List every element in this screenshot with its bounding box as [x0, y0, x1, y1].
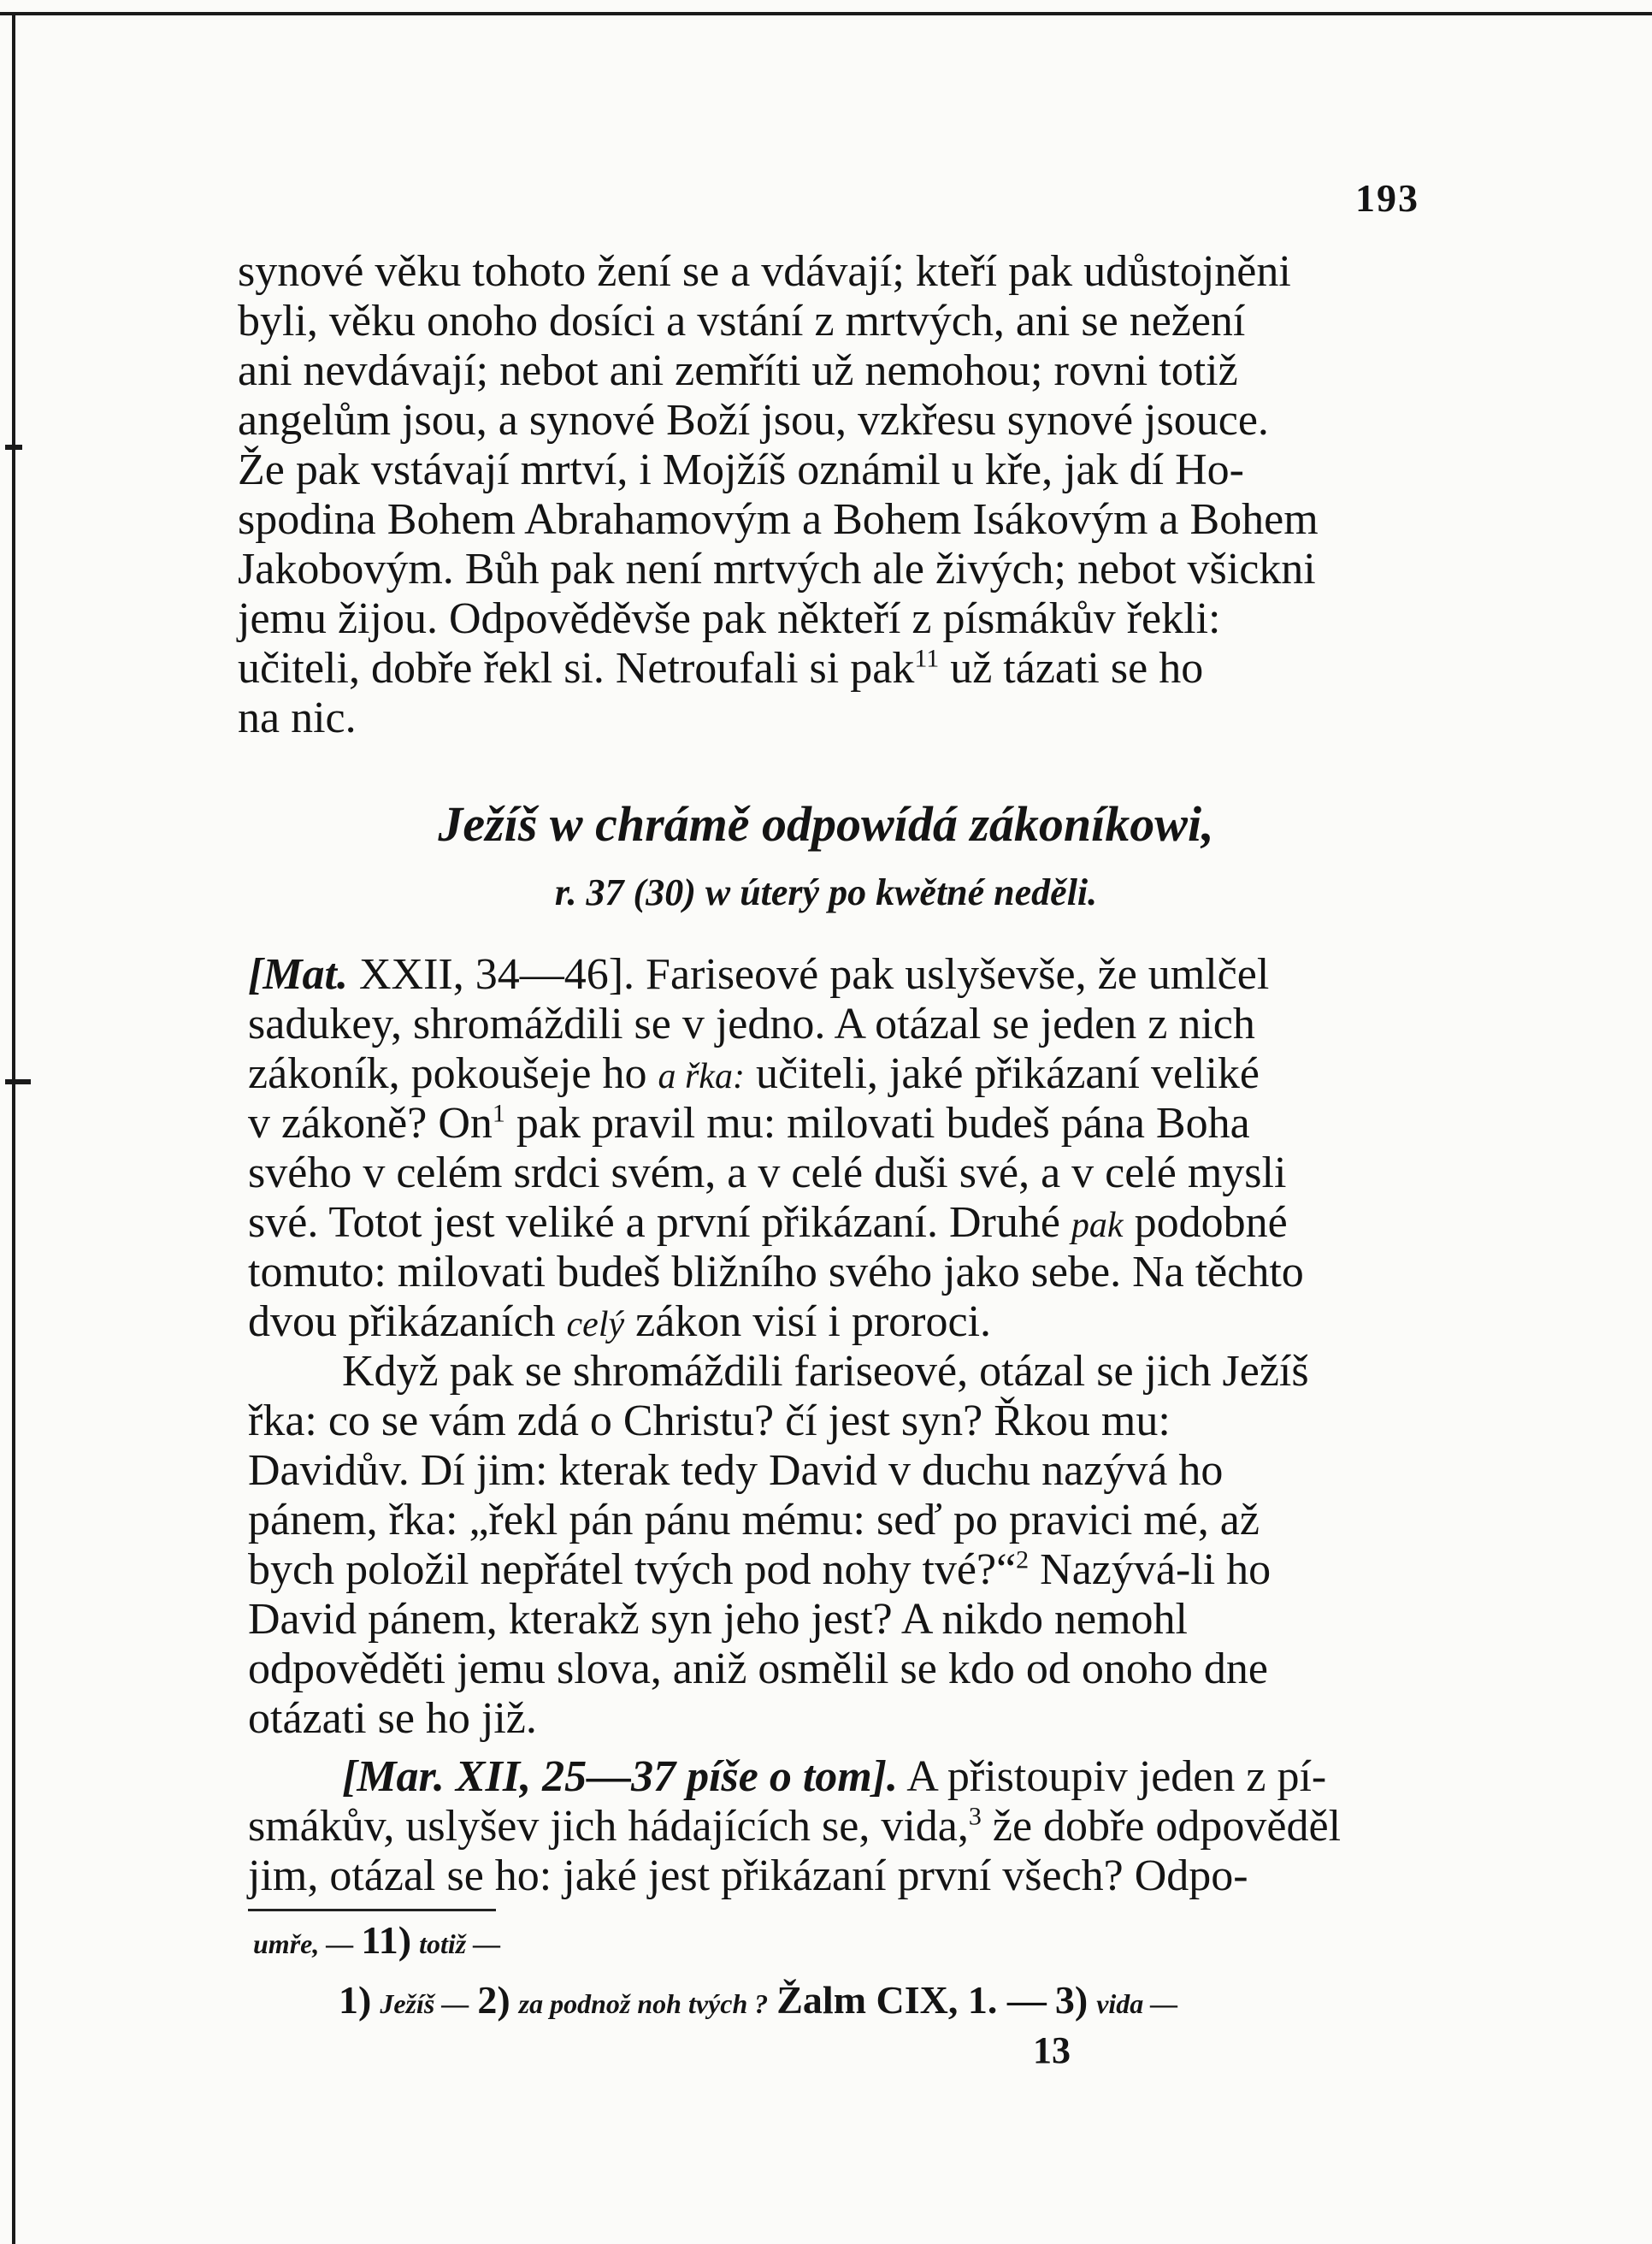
scan-border-top: [0, 12, 1652, 15]
text-line: odpověděti jemu slova, aniž osmělil se kdo od onoho dne: [248, 1645, 1268, 1693]
page-number: 193: [1355, 176, 1419, 220]
text-line: byli, věku onoho dosíci a vstání z mrtvých, ani se nežení: [238, 297, 1246, 345]
text-line: učiteli, dobře řekl si. Netroufali si pak$^{11}$ už tázati se ho: [238, 644, 1204, 693]
binding-mark: [5, 445, 22, 450]
text-line: sadukey, shromáždili se v jedno. A otázal se jeden z nich: [248, 1000, 1255, 1048]
scan-border-left: [12, 12, 15, 2244]
text-line: [Mat. XXII, 34—46]. Fariseové pak uslyševše, že umlčel: [248, 950, 1270, 999]
footnote-ref: 2: [1016, 1545, 1030, 1574]
text-line: ani nevdávají; nebot ani zemříti už nemohou; rovni totiž: [238, 346, 1238, 395]
text-line: jim, otázal se ho: jaké jest přikázaní první všech? Odpo-: [248, 1851, 1248, 1900]
text-line: na nic.: [238, 694, 357, 742]
text-line: synové věku tohoto žení se a vdávají; kteří pak udůstojněni: [238, 247, 1291, 296]
text-line: zákoník, pokoušeje ho a řka: učiteli, jaké přikázaní veliké: [248, 1049, 1260, 1098]
text-line: v zákoně? On$^1$ pak pravil mu: milovati budeš pána Boha: [248, 1099, 1250, 1148]
text-line: svého v celém srdci svém, a v celé duši své, a v celé mysli: [248, 1149, 1287, 1197]
source-ref: [Mat.: [248, 950, 348, 999]
footnote-line: 1) Ježíš — 2) za podnož noh tvých ? Žalm CIX, 1. — 3) vida —: [339, 1978, 1178, 2022]
text-line: tomuto: milovati budeš bližního svého jako sebe. Na těchto: [248, 1248, 1304, 1296]
text-line: jemu žijou. Odpověděvše pak někteří z písmákův řekli:: [238, 594, 1221, 643]
text-line: Že pak vstávají mrtví, i Mojžíš oznámil u kře, jak dí Ho-: [238, 446, 1244, 494]
binding-mark: [5, 1079, 31, 1084]
footnote-ref: 11: [914, 644, 940, 673]
footnote-ref: 1: [492, 1099, 505, 1128]
text-line: otázati se ho již.: [248, 1694, 537, 1743]
text-line: Davidův. Dí jim: kterak tedy David v duchu nazývá ho: [248, 1446, 1224, 1495]
text-line: David pánem, kterakž syn jeho jest? A nikdo nemohl: [248, 1595, 1188, 1644]
source-ref: [Mar. XII, 25—37 píše o tom].: [342, 1752, 899, 1801]
text-line: angelům jsou, a synové Boží jsou, vzkřesu synové jsouce.: [238, 396, 1269, 445]
text-line: pánem, řka: „řekl pán pánu mému: seď po pravici mé, až: [248, 1496, 1260, 1544]
text-line: své. Totot jest veliké a první přikázaní. Druhé pak podobné: [248, 1198, 1288, 1247]
text-line: spodina Bohem Abrahamovým a Bohem Isákovým a Bohem: [238, 495, 1319, 544]
footnote-ref: 3: [968, 1802, 982, 1831]
text-line: řka: co se vám zdá o Christu? čí jest syn? Řkou mu:: [248, 1397, 1171, 1445]
section-subheading: r. 37 (30) w úterý po kwětné neděli.: [554, 871, 1098, 913]
section-heading: Ježíš w chrámě odpowídá zákoníkowi,: [438, 796, 1214, 852]
text-line: Jakobovým. Bůh pak není mrtvých ale živých; nebot všickni: [238, 545, 1316, 593]
sheet-number: 13: [1033, 2029, 1071, 2071]
text-line: bych položil nepřátel tvých pod nohy tvé?“$^2$ Nazývá-li ho: [248, 1545, 1271, 1594]
text-line: dvou přikázaních celý zákon visí i proroci.: [248, 1297, 992, 1346]
text-line: [Mar. XII, 25—37 píše o tom]. A přistoupiv jeden z pí-: [342, 1752, 1327, 1801]
text-line: smákův, uslyšev jich hádajících se, vida,$^3$ že dobře odpověděl: [248, 1802, 1342, 1851]
footnote-rule: [248, 1909, 496, 1911]
text-line: Když pak se shromáždili fariseové, otázal se jich Ježíš: [342, 1347, 1309, 1396]
footnote-line: umře, — 11) totiž —: [253, 1918, 501, 1962]
